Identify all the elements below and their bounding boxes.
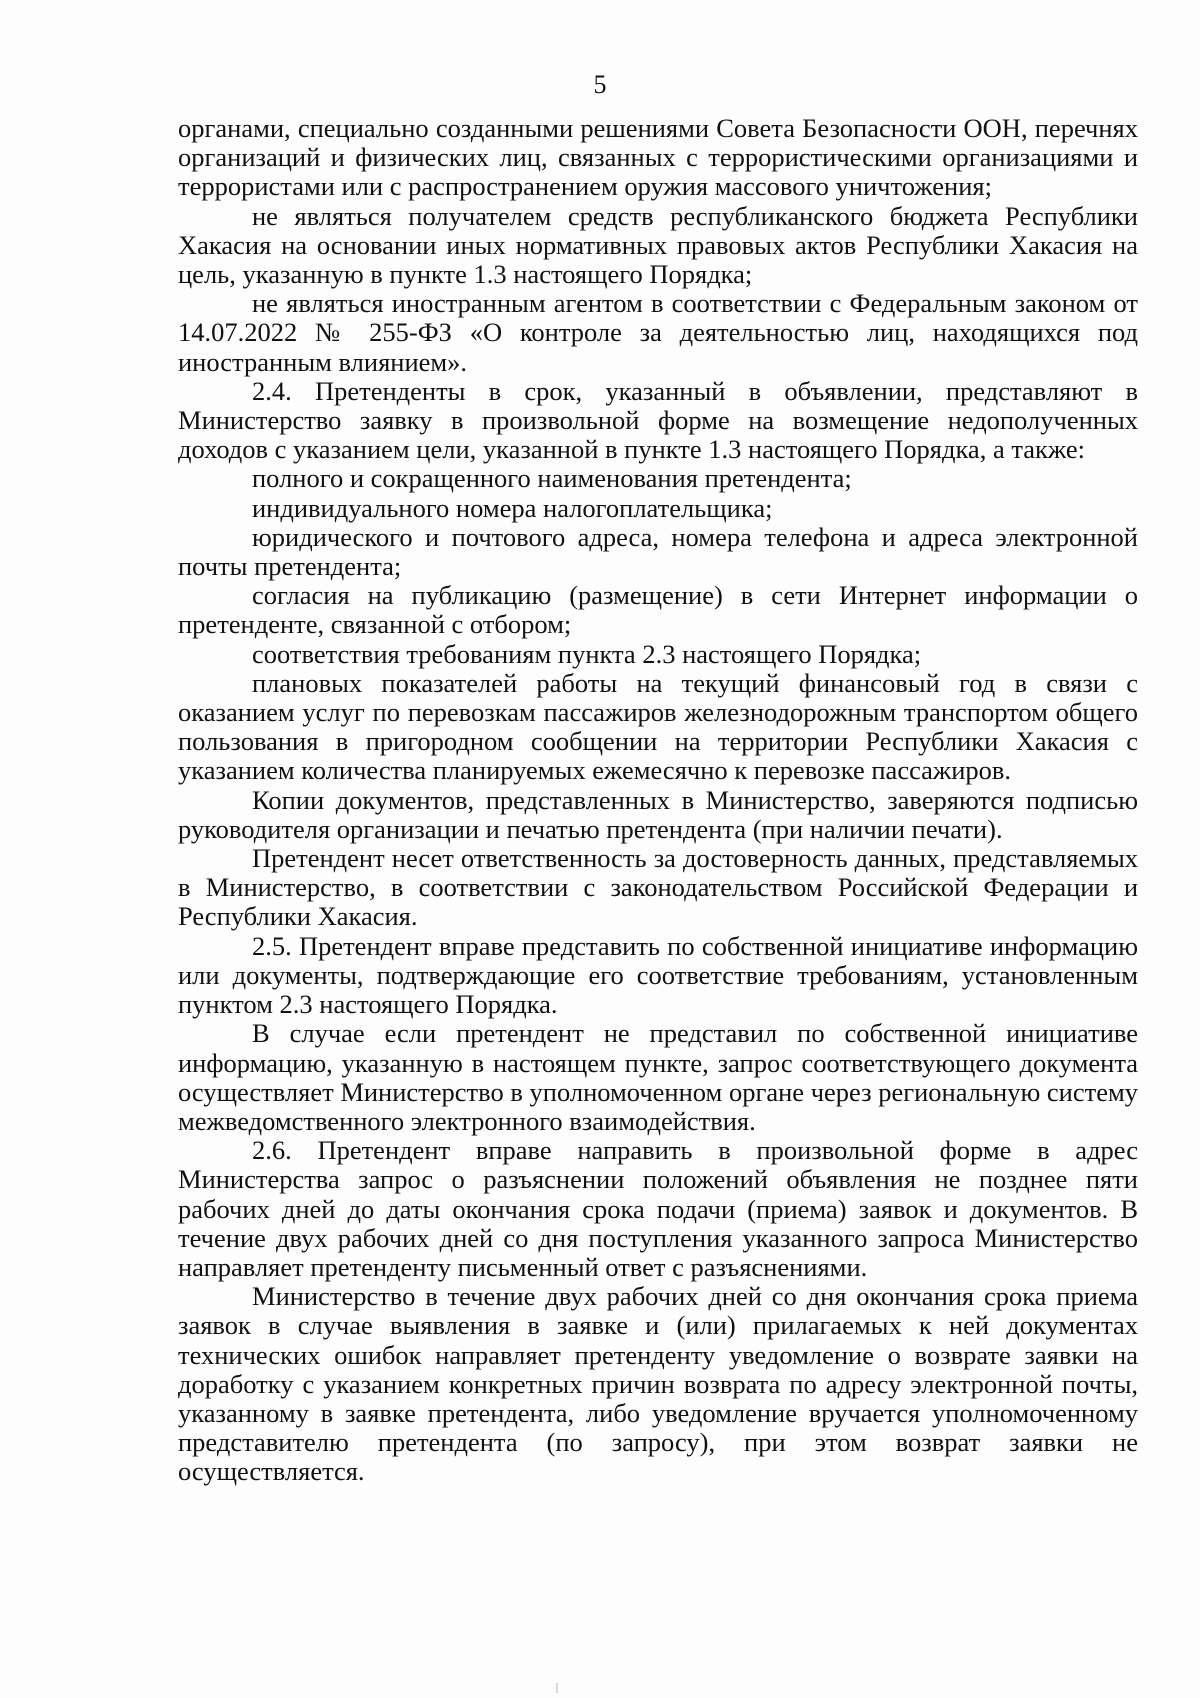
paragraph: 2.4. Претенденты в срок, указанный в объявлении, представляют в Министерство заявку в произвольной форме на возмещение недополученных доходов с указанием цели, указанной в пункте 1.3 настоящего Порядка, а также:	[178, 375, 1138, 465]
paragraph: соответствия требованиям пункта 2.3 настоящего Порядка;	[252, 638, 922, 669]
paragraph: Министерство в течение двух рабочих дней со дня окончания срока приема заявок в случае выявления в заявке и (или) прилагаемых к ней документах технических ошибок направляет претенденту уведомление о возврате заявки на доработку с указанием конкретных причин возврата по адресу электронной почты, указанному в заявке претендента, либо уведомление вручается уполномоченному представителю претендента (по запросу), при этом возврат заявки не осуществляется.	[178, 1281, 1138, 1487]
paragraph: Копии документов, представленных в Министерство, заверяются подписью руководителя организации и печатью претендента (при наличии печати).	[178, 784, 1138, 844]
page-number: 5	[593, 70, 607, 99]
paragraph: 2.5. Претендент вправе представить по собственной инициативе информацию или документы, подтверждающие его соответствие требованиям, установленным пунктом 2.3 настоящего Порядка.	[178, 930, 1138, 1020]
paragraph: 2.6. Претендент вправе направить в произвольной форме в адрес Министерства запрос о разъяснении положений объявления не позднее пяти рабочих дней до даты окончания срока подачи (приема) заявок и документов. В течение двух рабочих дней со дня поступления указанного запроса Министерство направляет претенденту письменный ответ с разъяснениями.	[178, 1135, 1138, 1282]
paragraph: индивидуального номера налогоплательщика;	[252, 492, 773, 523]
paragraph: плановых показателей работы на текущий финансовый год в связи с оказанием услуг по перевозкам пассажиров железнодорожным транспортом общего пользования в пригородном сообщении на территории Республики Хакасия с указанием количества планируемых ежемесячно к перевозке пассажиров.	[178, 667, 1138, 786]
paragraph: не являться получателем средств республиканского бюджета Республики Хакасия на основании иных нормативных правовых актов Республики Хакасия на цель, указанную в пункте 1.3 настоящего Порядка;	[178, 200, 1138, 290]
paragraph: не являться иностранным агентом в соответствии с Федеральным законом от 14.07.2022 № 255-ФЗ «О контроле за деятельностью лиц, находящихся под иностранным влиянием».	[178, 288, 1138, 377]
paragraph: Претендент несет ответственность за достоверность данных, представляемых в Министерство, в соответствии с законодательством Российской Федерации и Республики Хакасия.	[178, 843, 1138, 932]
paragraph: согласия на публикацию (размещение) в сети Интернет информации о претенденте, связанной с отбором;	[178, 580, 1138, 640]
scan-artifact	[556, 1683, 558, 1693]
paragraph: полного и сокращенного наименования претендента;	[252, 463, 852, 494]
document-body	[178, 114, 1138, 1487]
paragraph: органами, специально созданными решениями Совета Безопасности ООН, перечнях организаций и физических лиц, связанных с террористическими организациями и террористами или с распространением оружия массового уничтожения;	[178, 113, 1138, 202]
paragraph: В случае если претендент не представил по собственной инициативе информацию, указанную в настоящем пункте, запрос соответствующего документа осуществляет Министерство в уполномоченном органе через региональную систему межведомственного электронного взаимодействия.	[178, 1018, 1138, 1136]
paragraph: юридического и почтового адреса, номера телефона и адреса электронной почты претендента;	[178, 521, 1138, 582]
